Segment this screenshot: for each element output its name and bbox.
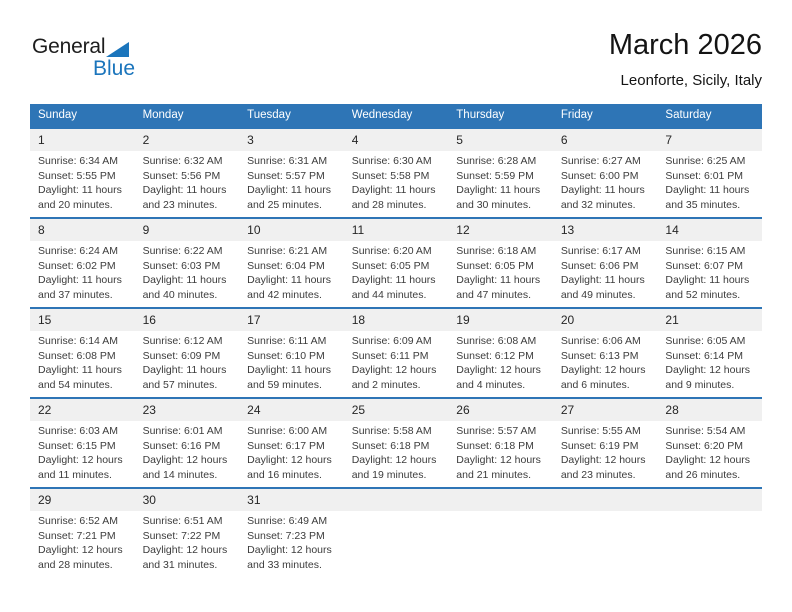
sunrise-text: Sunrise: 5:54 AM (665, 425, 746, 437)
day-cell (239, 309, 344, 397)
sunrise-text: Sunrise: 6:14 AM (38, 335, 118, 347)
daylight-text: Daylight: 12 hours and 11 minutes. (38, 454, 123, 481)
day-number: 26 (448, 399, 553, 421)
day-cell (553, 129, 658, 217)
day-number: 19 (448, 309, 553, 331)
day-number: 15 (30, 309, 135, 331)
day-number: 9 (135, 219, 240, 241)
daylight-text: Daylight: 11 hours and 49 minutes. (560, 274, 645, 301)
calendar-grid (30, 104, 762, 577)
day-cell (448, 399, 553, 487)
day-cell (30, 399, 135, 487)
day-details (344, 151, 449, 212)
week-row (30, 217, 762, 307)
sunset-text: Sunset: 5:58 PM (351, 169, 430, 182)
daylight-text: Daylight: 11 hours and 30 minutes. (456, 184, 541, 211)
sunrise-text: Sunrise: 6:24 AM (38, 245, 118, 257)
empty-day-cell (657, 489, 762, 577)
empty-day-cell (553, 489, 658, 577)
sunrise-text: Sunrise: 6:17 AM (560, 245, 641, 257)
day-cell (30, 309, 135, 397)
day-number: 3 (239, 129, 344, 151)
day-details (344, 421, 449, 482)
week-row (30, 307, 762, 397)
day-details (135, 241, 240, 302)
daylight-text: Daylight: 12 hours and 19 minutes. (351, 454, 437, 481)
daylight-text: Daylight: 11 hours and 42 minutes. (247, 274, 331, 301)
daylight-text: Daylight: 12 hours and 6 minutes. (560, 364, 646, 391)
daylight-text: Daylight: 12 hours and 2 minutes. (351, 364, 437, 391)
day-number: 28 (657, 399, 762, 421)
day-cell (30, 489, 135, 577)
day-cell (239, 219, 344, 307)
day-number: 23 (135, 399, 240, 421)
sunset-text: Sunset: 6:11 PM (351, 349, 429, 362)
week-row (30, 127, 762, 217)
day-details (239, 241, 344, 302)
day-details (135, 421, 240, 482)
day-cell (135, 219, 240, 307)
day-number: 7 (657, 129, 762, 151)
sunset-text: Sunset: 6:05 PM (351, 259, 430, 272)
sunrise-text: Sunrise: 5:58 AM (351, 425, 432, 437)
daylight-text: Daylight: 12 hours and 28 minutes. (38, 544, 123, 571)
sunrise-text: Sunrise: 6:05 AM (665, 335, 746, 347)
sunrise-text: Sunrise: 5:57 AM (456, 425, 537, 437)
sunset-text: Sunset: 6:10 PM (247, 349, 325, 362)
daylight-text: Daylight: 11 hours and 35 minutes. (665, 184, 750, 211)
daylight-text: Daylight: 11 hours and 47 minutes. (456, 274, 541, 301)
daylight-text: Daylight: 12 hours and 21 minutes. (456, 454, 541, 481)
day-details (135, 331, 240, 392)
day-details (239, 421, 344, 482)
sunrise-text: Sunrise: 5:55 AM (560, 425, 641, 437)
sunset-text: Sunset: 6:03 PM (142, 259, 221, 272)
daylight-text: Daylight: 11 hours and 23 minutes. (142, 184, 227, 211)
sunset-text: Sunset: 6:17 PM (247, 439, 325, 452)
day-details (657, 421, 762, 482)
day-number: 31 (239, 489, 344, 511)
day-number: 18 (344, 309, 449, 331)
day-details (448, 421, 553, 482)
day-details (344, 241, 449, 302)
weekday-header-tuesday: Tuesday (247, 109, 291, 121)
day-number: 20 (553, 309, 658, 331)
day-cell (30, 129, 135, 217)
logo-word-general: General (32, 35, 106, 58)
sunset-text: Sunset: 5:59 PM (456, 169, 534, 182)
daylight-text: Daylight: 11 hours and 52 minutes. (665, 274, 750, 301)
sunset-text: Sunset: 6:08 PM (38, 349, 116, 362)
sunrise-text: Sunrise: 6:52 AM (38, 515, 118, 527)
sunset-text: Sunset: 5:56 PM (142, 169, 221, 182)
day-number: 25 (344, 399, 449, 421)
sunset-text: Sunset: 7:21 PM (38, 529, 116, 542)
sunset-text: Sunset: 7:23 PM (247, 529, 325, 542)
day-cell (657, 309, 762, 397)
day-cell (239, 129, 344, 217)
day-number (448, 489, 553, 511)
day-number: 24 (239, 399, 344, 421)
day-number (657, 489, 762, 511)
sunset-text: Sunset: 6:01 PM (665, 169, 744, 182)
day-cell (135, 129, 240, 217)
day-number: 10 (239, 219, 344, 241)
daylight-text: Daylight: 11 hours and 44 minutes. (351, 274, 436, 301)
day-number: 29 (30, 489, 135, 511)
day-details (135, 511, 240, 572)
sunrise-text: Sunrise: 6:34 AM (38, 155, 118, 167)
weekday-header-saturday: Saturday (665, 109, 712, 121)
sunset-text: Sunset: 7:22 PM (142, 529, 221, 542)
day-details (135, 151, 240, 212)
daylight-text: Daylight: 11 hours and 54 minutes. (38, 364, 122, 391)
day-number: 8 (30, 219, 135, 241)
sunset-text: Sunset: 6:04 PM (247, 259, 325, 272)
daylight-text: Daylight: 11 hours and 25 minutes. (247, 184, 331, 211)
daylight-text: Daylight: 11 hours and 20 minutes. (38, 184, 122, 211)
day-cell (657, 129, 762, 217)
daylight-text: Daylight: 12 hours and 4 minutes. (456, 364, 541, 391)
weekday-header-row (30, 104, 762, 127)
day-details (239, 511, 344, 572)
day-number: 21 (657, 309, 762, 331)
sunset-text: Sunset: 5:57 PM (247, 169, 325, 182)
sunrise-text: Sunrise: 6:51 AM (142, 515, 223, 527)
day-details (239, 151, 344, 212)
weekday-header-wednesday: Wednesday (351, 109, 413, 121)
logo-top-row (32, 36, 135, 57)
sunset-text: Sunset: 6:06 PM (560, 259, 639, 272)
sunset-text: Sunset: 6:18 PM (456, 439, 534, 452)
sunrise-text: Sunrise: 6:00 AM (247, 425, 328, 437)
daylight-text: Daylight: 11 hours and 40 minutes. (142, 274, 227, 301)
title-block (609, 30, 762, 89)
sunset-text: Sunset: 6:07 PM (665, 259, 744, 272)
day-cell (135, 489, 240, 577)
day-number: 4 (344, 129, 449, 151)
sunrise-text: Sunrise: 6:21 AM (247, 245, 328, 257)
day-details (553, 331, 658, 392)
day-cell (135, 399, 240, 487)
day-cell (344, 219, 449, 307)
day-number: 16 (135, 309, 240, 331)
day-details (30, 421, 135, 482)
day-details (657, 151, 762, 212)
day-cell (135, 309, 240, 397)
day-details (239, 331, 344, 392)
daylight-text: Daylight: 11 hours and 32 minutes. (560, 184, 645, 211)
sunrise-text: Sunrise: 6:01 AM (142, 425, 223, 437)
day-details (448, 151, 553, 212)
weekday-header-monday: Monday (142, 109, 184, 121)
sunrise-text: Sunrise: 6:32 AM (142, 155, 223, 167)
day-details (553, 241, 658, 302)
daylight-text: Daylight: 11 hours and 59 minutes. (247, 364, 331, 391)
sunrise-text: Sunrise: 6:03 AM (38, 425, 118, 437)
day-number: 1 (30, 129, 135, 151)
day-cell (553, 219, 658, 307)
daylight-text: Daylight: 12 hours and 9 minutes. (665, 364, 751, 391)
sunrise-text: Sunrise: 6:22 AM (142, 245, 223, 257)
day-cell (239, 489, 344, 577)
sunset-text: Sunset: 6:18 PM (351, 439, 430, 452)
sunrise-text: Sunrise: 6:30 AM (351, 155, 432, 167)
calendar-body (30, 127, 762, 577)
location-subtitle: Leonforte, Sicily, Italy (620, 71, 762, 89)
day-number: 22 (30, 399, 135, 421)
sunrise-text: Sunrise: 6:27 AM (560, 155, 641, 167)
day-cell (344, 309, 449, 397)
day-details (30, 151, 135, 212)
sunset-text: Sunset: 6:16 PM (142, 439, 221, 452)
day-number (344, 489, 449, 511)
day-cell (553, 309, 658, 397)
day-number: 13 (553, 219, 658, 241)
day-cell (344, 399, 449, 487)
sunset-text: Sunset: 6:00 PM (560, 169, 639, 182)
daylight-text: Daylight: 12 hours and 26 minutes. (665, 454, 751, 481)
day-details (657, 331, 762, 392)
daylight-text: Daylight: 11 hours and 28 minutes. (351, 184, 436, 211)
month-title: March 2026 (608, 29, 762, 61)
weekday-header-sunday: Sunday (38, 109, 78, 121)
daylight-text: Daylight: 12 hours and 31 minutes. (142, 544, 228, 571)
day-cell (657, 219, 762, 307)
day-details (30, 331, 135, 392)
day-number: 5 (448, 129, 553, 151)
sunrise-text: Sunrise: 6:15 AM (665, 245, 746, 257)
sunset-text: Sunset: 6:05 PM (456, 259, 534, 272)
day-details (448, 331, 553, 392)
sunset-text: Sunset: 6:14 PM (665, 349, 744, 362)
week-row (30, 397, 762, 487)
day-number: 2 (135, 129, 240, 151)
logo-triangle-icon (106, 42, 129, 57)
day-details (30, 241, 135, 302)
day-details (448, 241, 553, 302)
day-number: 30 (135, 489, 240, 511)
empty-day-cell (344, 489, 449, 577)
sunset-text: Sunset: 6:13 PM (560, 349, 639, 362)
day-cell (448, 129, 553, 217)
weekday-header-friday: Friday (560, 109, 593, 121)
sunrise-text: Sunrise: 6:09 AM (351, 335, 432, 347)
day-number: 17 (239, 309, 344, 331)
day-cell (239, 399, 344, 487)
logo-word-blue: Blue (93, 57, 136, 80)
sunset-text: Sunset: 6:09 PM (142, 349, 221, 362)
day-cell (448, 219, 553, 307)
day-details (553, 421, 658, 482)
sunrise-text: Sunrise: 6:08 AM (456, 335, 537, 347)
day-cell (30, 219, 135, 307)
sunrise-text: Sunrise: 6:11 AM (247, 335, 327, 347)
sunrise-text: Sunrise: 6:18 AM (456, 245, 537, 257)
day-number: 27 (553, 399, 658, 421)
day-number: 6 (553, 129, 658, 151)
weekday-header-thursday: Thursday (456, 109, 505, 121)
day-number: 11 (344, 219, 449, 241)
day-number: 14 (657, 219, 762, 241)
daylight-text: Daylight: 11 hours and 57 minutes. (142, 364, 227, 391)
sunset-text: Sunset: 5:55 PM (38, 169, 116, 182)
daylight-text: Daylight: 12 hours and 23 minutes. (560, 454, 646, 481)
daylight-text: Daylight: 11 hours and 37 minutes. (38, 274, 122, 301)
day-number: 12 (448, 219, 553, 241)
day-cell (448, 309, 553, 397)
day-cell (657, 399, 762, 487)
sunrise-text: Sunrise: 6:12 AM (142, 335, 223, 347)
sunset-text: Sunset: 6:02 PM (38, 259, 116, 272)
logo (32, 36, 135, 79)
week-row (30, 487, 762, 577)
sunset-text: Sunset: 6:15 PM (38, 439, 116, 452)
day-details (657, 241, 762, 302)
sunrise-text: Sunrise: 6:49 AM (247, 515, 328, 527)
sunrise-text: Sunrise: 6:20 AM (351, 245, 432, 257)
sunrise-text: Sunrise: 6:31 AM (247, 155, 328, 167)
sunset-text: Sunset: 6:12 PM (456, 349, 534, 362)
sunrise-text: Sunrise: 6:25 AM (665, 155, 746, 167)
daylight-text: Daylight: 12 hours and 16 minutes. (247, 454, 332, 481)
sunrise-text: Sunrise: 6:28 AM (456, 155, 537, 167)
sunset-text: Sunset: 6:20 PM (665, 439, 744, 452)
sunset-text: Sunset: 6:19 PM (560, 439, 639, 452)
empty-day-cell (448, 489, 553, 577)
day-details (344, 331, 449, 392)
sunrise-text: Sunrise: 6:06 AM (560, 335, 641, 347)
day-details (553, 151, 658, 212)
day-cell (344, 129, 449, 217)
day-details (30, 511, 135, 572)
daylight-text: Daylight: 12 hours and 33 minutes. (247, 544, 332, 571)
day-cell (553, 399, 658, 487)
day-number (553, 489, 658, 511)
daylight-text: Daylight: 12 hours and 14 minutes. (142, 454, 228, 481)
